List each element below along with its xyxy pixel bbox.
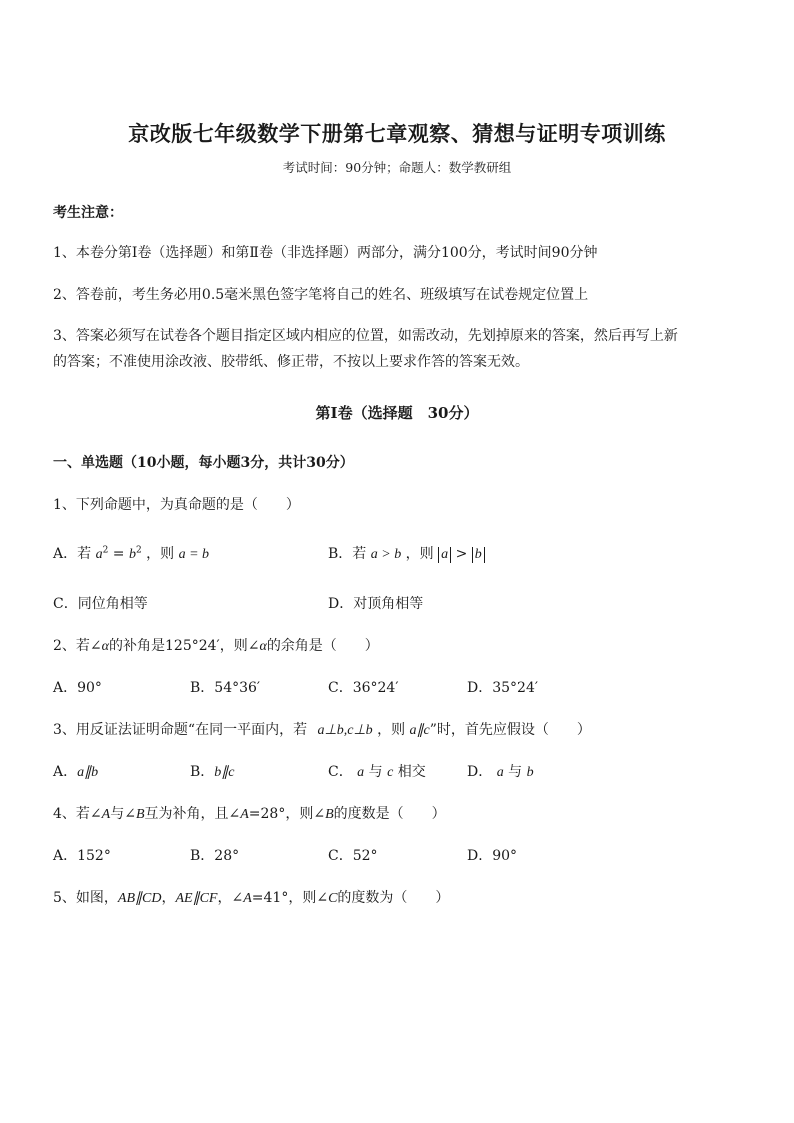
- q2-stem-2: 的补角是125°24′，则∠: [109, 638, 260, 654]
- page-title: 京改版七年级数学下册第七章观察、猜想与证明专项训练: [128, 121, 666, 146]
- q3-stem-3: ”时，首先应假设（ ）: [429, 722, 591, 738]
- question-3-stem: [53, 719, 591, 739]
- q3c-var-2: c: [387, 765, 394, 780]
- q1b-mid: ，则: [405, 546, 434, 562]
- q4-stem-1: 4、若∠: [53, 806, 102, 822]
- question-2-option-a[interactable]: A．90°: [53, 680, 102, 696]
- question-1-option-b[interactable]: [328, 543, 485, 563]
- question-2-option-d[interactable]: D．35°24′: [467, 680, 539, 696]
- q1b-abs-b: b: [472, 547, 485, 563]
- q5-stem-3: =41°，则∠: [251, 890, 329, 906]
- q1a-conclusion: a = b: [178, 547, 210, 562]
- q1a-eq: =: [112, 546, 125, 562]
- question-2-option-b[interactable]: B．54°36′: [190, 680, 261, 696]
- q3a-expr: a∥b: [77, 765, 99, 780]
- q3c-mid: 与: [368, 764, 383, 780]
- q1a-mid: ，则: [146, 546, 175, 562]
- q4-stem-4: =28°，则∠: [248, 806, 326, 822]
- q3d-label: D．: [467, 764, 493, 780]
- question-3-option-c[interactable]: [328, 761, 426, 781]
- q4-angle-a-1: A: [101, 807, 111, 822]
- notice-item-3-continued: 的答案；不准使用涂改液、胶带纸、修正带，不按以上要求作答的答案无效。: [53, 354, 529, 370]
- q2-alpha-2: α: [259, 639, 267, 654]
- q2-stem-1: 2、若∠: [53, 638, 102, 654]
- q3b-expr: b∥c: [214, 765, 235, 780]
- question-5-stem: [53, 887, 449, 907]
- q5-stem-1: 5、如图，: [53, 890, 118, 906]
- q1b-abs-a: a: [438, 547, 451, 563]
- notice-item-2: 2、答卷前，考生务必用0.5毫米黑色签字笔将自己的姓名、班级填写在试卷规定位置上: [53, 287, 589, 303]
- q1b-gt: >: [455, 546, 468, 562]
- q5-sep: ，: [161, 890, 176, 906]
- question-1-option-a[interactable]: [53, 543, 209, 563]
- q3a-label: A．: [53, 764, 78, 780]
- question-2-stem: [53, 635, 379, 655]
- question-3-option-d[interactable]: [467, 761, 534, 781]
- q4-angle-b-2: B: [325, 807, 334, 822]
- q2-alpha-1: α: [101, 639, 109, 654]
- q3c-end: 相交: [397, 764, 426, 780]
- question-4-option-a[interactable]: A．152°: [53, 848, 111, 864]
- q1a-prefix: A．若: [53, 546, 92, 562]
- q4-stem-3: 互为补角，且∠: [144, 806, 241, 822]
- question-4-option-c[interactable]: C．52°: [328, 848, 378, 864]
- q3-stem-2: ，则: [377, 722, 406, 738]
- question-1-stem: 1、下列命题中，为真命题的是（ ）: [53, 497, 300, 513]
- question-4-stem: [53, 803, 446, 823]
- exam-info: 考试时间：90分钟；命题人：数学教研组: [282, 160, 512, 175]
- q3c-label: C．: [328, 764, 353, 780]
- q5-stem-4: 的度数为（ ）: [337, 890, 450, 906]
- q5-ab-cd: AB∥CD: [117, 891, 162, 906]
- notice-item-3: 3、答案必须写在试卷各个题目指定区域内相应的位置，如需改动，先划掉原来的答案，然后再写上新: [53, 328, 678, 344]
- q3d-var-1: a: [496, 765, 504, 780]
- q1a-var-a: a: [95, 547, 103, 562]
- question-4-option-d[interactable]: D．90°: [467, 848, 518, 864]
- q3-conclusion: a∥c: [409, 723, 430, 738]
- q1a-exp-b: 2: [135, 545, 142, 556]
- notice-item-1: 1、本卷分第Ⅰ卷（选择题）和第Ⅱ卷（非选择题）两部分，满分100分，考试时间90分钟: [53, 245, 598, 261]
- q4-stem-5: 的度数是（ ）: [333, 806, 446, 822]
- q1b-condition: a > b: [370, 547, 402, 562]
- q4-angle-a-2: A: [240, 807, 249, 822]
- question-3-option-b[interactable]: [190, 761, 235, 781]
- notice-heading: 考生注意：: [53, 205, 123, 221]
- q3-stem-1: 3、用反证法证明命题“在同一平面内，若: [53, 722, 308, 738]
- question-2-option-c[interactable]: C．36°24′: [328, 680, 399, 696]
- q1a-var-b: b: [128, 547, 136, 562]
- section-title: 第Ⅰ卷（选择题 30分）: [315, 404, 479, 422]
- q3d-mid: 与: [508, 764, 523, 780]
- q5-angle-c: C: [328, 891, 338, 906]
- question-3-option-a[interactable]: [53, 761, 98, 781]
- q3c-var-1: a: [357, 765, 365, 780]
- q4-stem-2: 与∠: [110, 806, 136, 822]
- q3d-var-2: b: [526, 765, 534, 780]
- q4-angle-b-1: B: [135, 807, 145, 822]
- q5-ae-cf: AE∥CF: [175, 891, 218, 906]
- question-1-option-c[interactable]: C．同位角相等: [53, 596, 148, 612]
- question-1-option-d[interactable]: D．对顶角相等: [328, 596, 424, 612]
- q1a-exp-a: 2: [102, 545, 109, 556]
- q1b-prefix: B．若: [328, 546, 367, 562]
- question-4-option-b[interactable]: B．28°: [190, 848, 240, 864]
- part-heading: 一、单选题（10小题，每小题3分，共计30分）: [53, 455, 354, 471]
- q5-stem-2: ，∠: [217, 890, 244, 906]
- q3b-label: B．: [190, 764, 215, 780]
- q3-condition: a⊥b,c⊥b: [317, 723, 373, 738]
- q2-stem-3: 的余角是（ ）: [266, 638, 379, 654]
- q5-angle-a: A: [243, 891, 252, 906]
